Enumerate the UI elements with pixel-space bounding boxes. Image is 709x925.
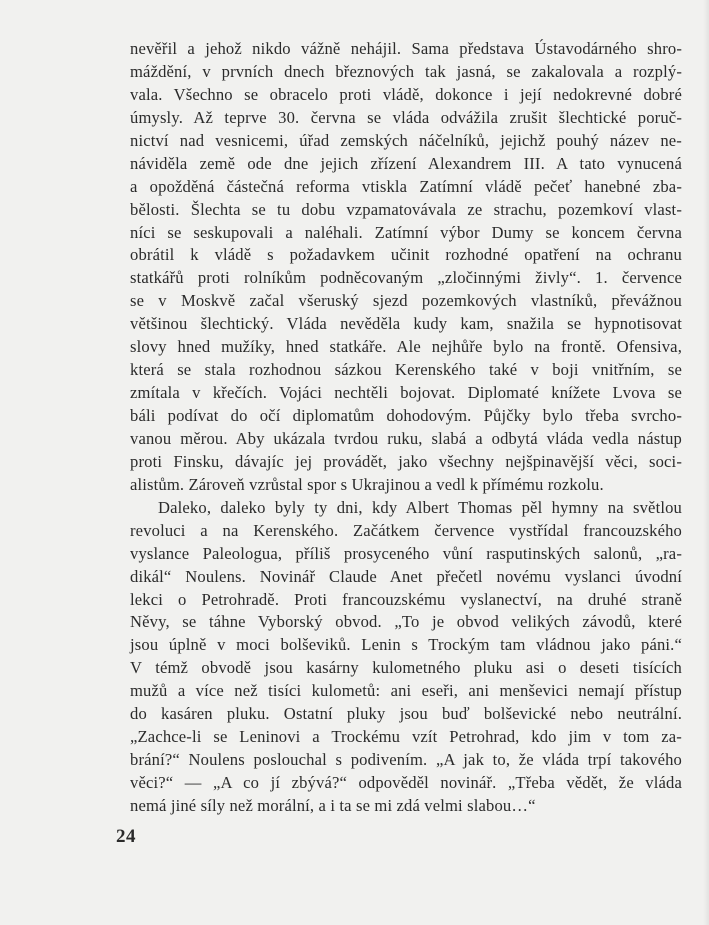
text-line: která se stala rozhodnou sázkou Kerenského také v boji vnitřním, se (130, 360, 682, 380)
page-number: 24 (116, 826, 136, 847)
text-line: většinou šlechtický. Vláda nevěděla kudy kam, snažila se hypnotisovat (130, 314, 682, 334)
text-line: revoluci a na Kerenského. Začátkem července vystřídal francouzského (130, 520, 682, 540)
text-line: statkářů proti rolníkům podněcovaným „zločinnými živly“. 1. července (130, 268, 682, 288)
text-line: jsou úplně v moci bolševiků. Lenin s Trockým tam vládnou jako páni.“ (130, 635, 682, 655)
text-line: bělosti. Šlechta se tu dobu vzpamatovávala ze strachu, pozemkoví vlast- (130, 199, 682, 219)
text-line: Daleko, daleko byly ty dni, kdy Albert Thomas pěl hymny na světlou (158, 497, 682, 517)
text-line: lekci o Petrohradě. Proti francouzskému vyslanectví, na druhé straně (130, 589, 682, 609)
text-line: obrátil k vládě s požadavkem učinit rozhodné opatření na ochranu (130, 245, 682, 265)
text-line: dikál“ Noulens. Novinář Claude Anet přečetl novému vyslanci úvodní (130, 566, 682, 586)
text-line: vanou měrou. Aby ukázala tvrdou ruku, slabá a odbytá vláda vedla nástup (130, 428, 682, 448)
text-line: nevěřil a jehož nikdo vážně nehájil. Sama představa Ústavodárného shro- (130, 39, 682, 58)
text-line: věci?“ — „A co jí zbývá?“ odpověděl novinář. „Třeba vědět, že vláda (130, 773, 682, 792)
text-line: do kasáren pluku. Ostatní pluky jsou buď bolševické nebo neutrální. (130, 704, 682, 724)
text-line: Něvy, se táhne Vyborský obvod. „To je obvod velikých závodů, které (130, 612, 682, 632)
text-line: máždění, v prvních dnech březnových tak jasná, se zakalovala a rozplý- (130, 61, 682, 81)
text-line: zmítala v křečích. Vojáci nechtěli bojovat. Diplomaté knížete Lvova se (130, 383, 682, 403)
text-line: vyslance Paleologua, příliš prosyceného vůní rasputinských salonů, „ra- (130, 543, 682, 563)
page-edge-shadow (703, 0, 709, 925)
text-line: slovy hned mužíky, hned statkáře. Ale nejhůře bylo na frontě. Ofensiva, (130, 337, 682, 357)
text-line: níci se seskupovali a naléhali. Zatímní výbor Dumy se koncem června (130, 222, 682, 242)
text-line: náviděla země ode dne jejich zřízení Alexandrem III. A tato vynucená (130, 153, 682, 173)
paragraph (130, 497, 682, 818)
body-text (130, 38, 682, 818)
text-line: proti Finsku, dávajíc jej provádět, jako všechny nejšpinavější věci, soci- (130, 451, 682, 471)
paragraph (130, 38, 682, 497)
text-line: nictví nad vesnicemi, úřad zemských náčelníků, jejichž pouhý název ne- (130, 130, 682, 150)
text-line: se v Moskvě začal všeruský sjezd pozemkových vlastníků, převážnou (130, 291, 682, 311)
text-line: úmysly. Až teprve 30. června se vláda odvážila zrušit šlechtické poruč- (130, 107, 682, 127)
text-line: a opožděná částečná reforma vtiskla Zatímní vládě pečeť hanebné zba- (130, 176, 682, 196)
text-line: nemá jiné síly než morální, a i ta se mi zdá velmi slabou…“ (130, 795, 536, 815)
text-line: mužů a více než tisíci kulometů: ani eseři, ani menševici nemají přístup (130, 681, 682, 701)
text-line: V témž obvodě jsou kasárny kulometného pluku asi o deseti tisících (130, 658, 682, 678)
text-line: alistům. Zároveň vzrůstal spor s Ukrajinou a vedl k přímému rozkolu. (130, 474, 604, 494)
text-line: brání?“ Noulens poslouchal s podivením. „A jak to, že vláda trpí takového (130, 750, 682, 770)
text-line: vala. Všechno se obracelo proti vládě, dokonce i její nedokrevné dobré (130, 84, 682, 104)
text-line: báli podívat do očí diplomatům dohodovým. Půjčky bylo třeba svrcho- (130, 406, 682, 425)
text-line: „Zachce-li se Leninovi a Trockému vzít Petrohrad, kdo jim v tom za- (130, 727, 682, 747)
